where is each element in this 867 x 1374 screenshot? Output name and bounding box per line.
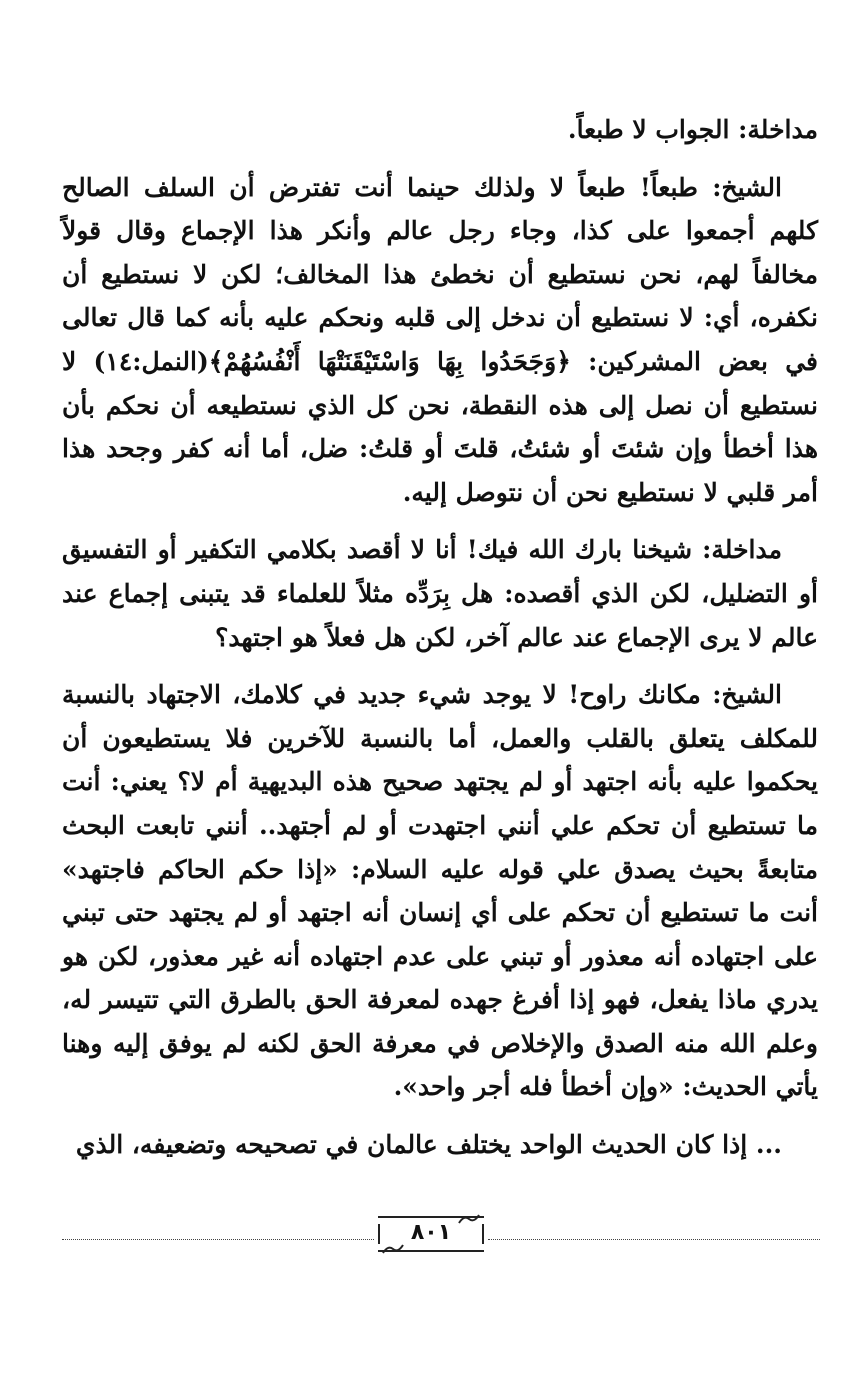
corner-ornament-icon (382, 1244, 404, 1254)
footer-rule-left (62, 1239, 374, 1240)
footer-rule-right (488, 1239, 820, 1240)
page-number: ٨٠١ (410, 1220, 452, 1245)
paragraph-2: الشيخ: طبعاً! طبعاً لا ولذلك حينما أنت تفترض أن السلف الصالح كلهم أجمعوا على كذا، وجاء رجل عالم وأنكر هذا الإجماع وقال قولاً مخالفاً لهم، نحن نستطيع أن نخطئ هذا المخالف؛ لكن لا نستطيع أن نكفره، أي: لا نستطيع أن ندخل إلى قلبه ونحكم عليه بأنه كما قال تعالى في بعض المشركين: ﴿وَجَحَدُوا بِهَا وَاسْتَيْقَنَتْهَا أَنْفُسُهُمْ﴾(النمل:١٤) لا نستطيع أن نصل إلى هذه النقطة، نحن كل الذي نستطيعه أن نحكم بأن هذا أخطأ وإن شئتَ أو شئتُ، قلتَ أو قلتُ: ضل، أما أنه كفر وجحد هذا أمر قلبي لا نستطيع نحن أن نتوصل إليه. (62, 172, 818, 507)
page-body (62, 108, 818, 1181)
paragraph-4: الشيخ: مكانك راوح! لا يوجد شيء جديد في كلامك، الاجتهاد بالنسبة للمكلف يتعلق بالقلب والعمل، أما بالنسبة للآخرين فلا يستطيعون أن يحكموا عليه بأنه اجتهد أو لم يجتهد صحيح هذه البديهية أم لا؟ يعني: أنت ما تستطيع أن تحكم علي أنني اجتهدت أو لم أجتهد.. أنني تابعت البحث متابعةً بحيث يصدق علي قوله عليه السلام: «إذا حكم الحاكم فاجتهد» أنت ما تستطيع أن تحكم على أي إنسان أنه اجتهد أو لم يجتهد حتى تبني على اجتهاده أنه معذور أو تبني على عدم اجتهاده أنه غير معذور، لكن هو يدري ماذا يفعل، فهو إذا أفرغ جهده لمعرفة الحق بالطرق التي تتيسر له، وعلم الله منه الصدق والإخلاص في معرفة الحق لكنه لم يوفق إليه وهنا يأتي الحديث: «وإن أخطأ فله أجر واحد». (62, 680, 818, 1102)
paragraph-5: ... إذا كان الحديث الواحد يختلف عالمان في تصحيحه وتضعيفه، الذي (75, 1130, 782, 1160)
paragraph-3: مداخلة: شيخنا بارك الله فيك! أنا لا أقصد بكلامي التكفير أو التفسيق أو التضليل، لكن الذي أقصده: هل بِرَدِّه مثلاً للعلماء قد يتبنى إجماع عند عالم لا يرى الإجماع عند عالم آخر، لكن هل فعلاً هو اجتهد؟ (62, 535, 818, 652)
page-footer (62, 1208, 820, 1258)
page-number-frame (378, 1216, 484, 1252)
paragraph-1: مداخلة: الجواب لا طبعاً. (567, 115, 818, 144)
